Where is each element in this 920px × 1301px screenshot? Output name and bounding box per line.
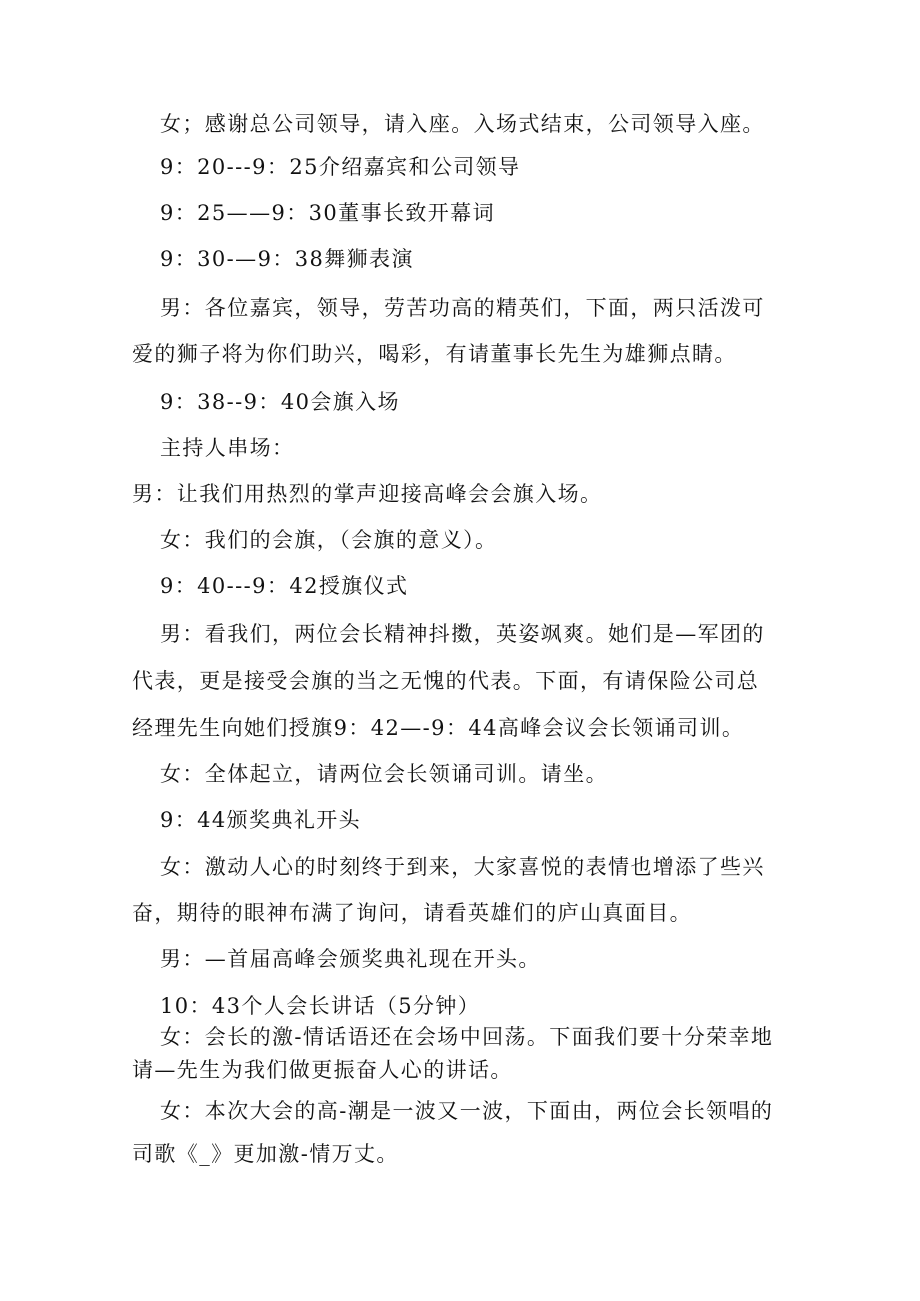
text-line-18: 奋，期待的眼神布满了询问，请看英雄们的庐山真面目。 xyxy=(132,901,692,925)
text-line-23: 女：本次大会的高-潮是一波又一波，下面由，两位会长领唱的 xyxy=(160,1099,774,1123)
text-line-24: 司歌《_》更加激-情万丈。 xyxy=(132,1142,399,1166)
text-line-1: 女；感谢总公司领导，请入座。入场式结束，公司领导入座。 xyxy=(160,112,765,136)
text-line-5: 男：各位嘉宾，领导，劳苦功高的精英们，下面，两只活泼可 xyxy=(160,296,765,320)
text-line-3: 9：25——9：30董事长致开幕词 xyxy=(160,201,495,225)
text-line-8: 主持人串场： xyxy=(160,436,295,460)
text-line-16: 9：44颁奖典礼开头 xyxy=(160,808,362,832)
text-line-20: 10：43个人会长讲话（5分钟） xyxy=(160,994,481,1018)
text-line-11: 9：40---9：42授旗仪式 xyxy=(160,574,409,598)
text-line-17: 女：激动人心的时刻终于到来，大家喜悦的表情也增添了些兴 xyxy=(160,855,765,879)
text-line-2: 9：20---9：25介绍嘉宾和公司领导 xyxy=(160,155,521,179)
text-line-21: 女：会长的激-情话语还在会场中回荡。下面我们要十分荣幸地 xyxy=(160,1025,774,1049)
text-line-10: 女：我们的会旗，（会旗的意义）。 xyxy=(160,528,498,552)
text-line-12: 男：看我们，两位会长精神抖擞，英姿飒爽。她们是—军团的 xyxy=(160,622,765,646)
text-line-13: 代表，更是接受会旗的当之无愧的代表。下面，有请保险公司总 xyxy=(132,669,760,693)
text-line-9: 男：让我们用热烈的掌声迎接高峰会会旗入场。 xyxy=(132,482,603,506)
text-line-4: 9：30-—9：38舞狮表演 xyxy=(160,247,414,271)
text-line-7: 9：38--9：40会旗入场 xyxy=(160,390,400,414)
text-line-15: 女：全体起立，请两位会长领诵司训。请坐。 xyxy=(160,762,608,786)
text-line-6: 爱的狮子将为你们助兴，喝彩，有请董事长先生为雄狮点睛。 xyxy=(132,342,737,366)
text-line-19: 男：—首届高峰会颁奖典礼现在开头。 xyxy=(160,947,541,971)
text-line-14: 经理先生向她们授旗9：42—-9：44高峰会议会长领诵司训。 xyxy=(132,716,745,740)
text-line-22: 请—先生为我们做更振奋人心的讲话。 xyxy=(132,1058,513,1082)
